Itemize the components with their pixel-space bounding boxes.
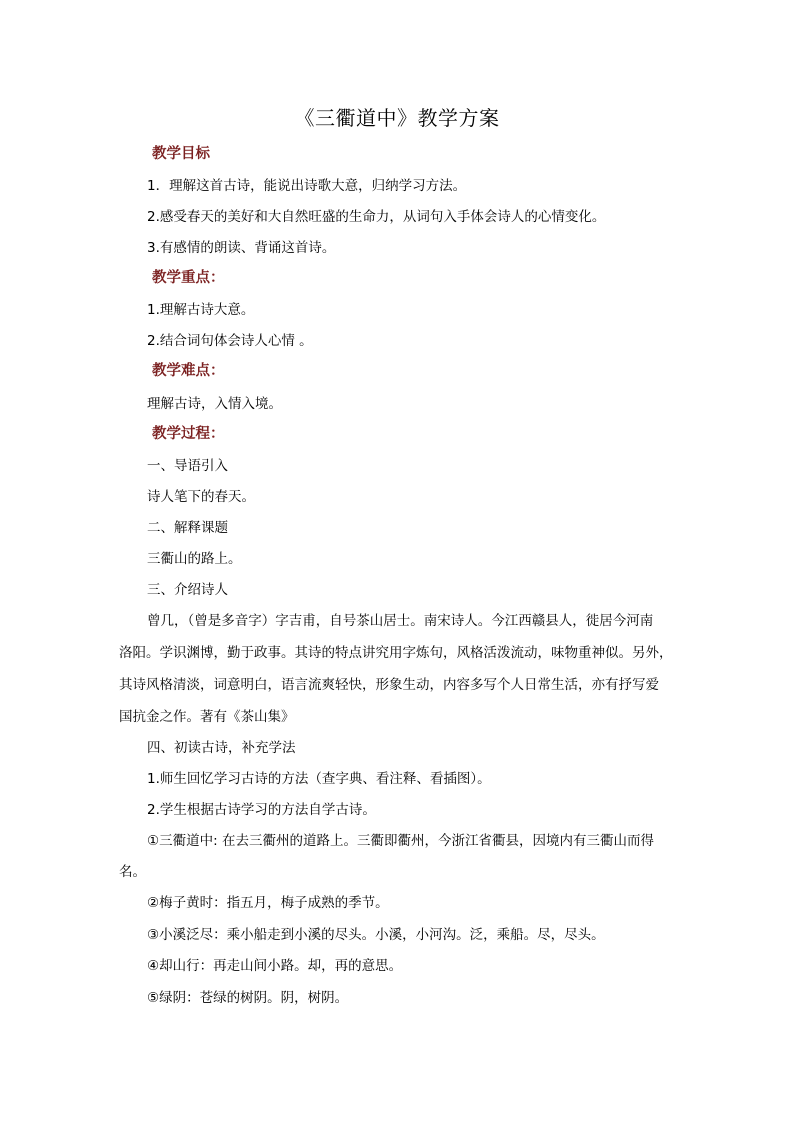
- section-2-title: 二、解释课题: [147, 520, 228, 536]
- section-4-title: 四、初读古诗，补充学法: [147, 740, 296, 756]
- poet-intro-line-4: 国抗金之作。著有《茶山集》: [119, 709, 295, 725]
- key-points-heading: 教学重点：: [152, 270, 225, 286]
- note-4: ④却山行：再走山间小路。却，再的意思。: [147, 958, 403, 974]
- goal-item-2: 2.感受春天的美好和大自然旺盛的生命力，从词句入手体会诗人的心情变化。: [147, 209, 606, 225]
- note-5: ⑤绿阴：苍绿的树阴。阴，树阴。: [147, 990, 349, 1006]
- section-3-title: 三、介绍诗人: [147, 582, 228, 598]
- section-4-item-1: 1.师生回忆学习古诗的方法（查字典、看注释、看插图）。: [147, 771, 491, 787]
- goal-item-3: 3.有感情的朗读、背诵这首诗。: [147, 240, 336, 256]
- section-1-title: 一、导语引入: [147, 458, 228, 474]
- goal-item-1: 1．理解这首古诗，能说出诗歌大意，归纳学习方法。: [147, 178, 467, 194]
- note-1-line-1: ①三衢道中: 在去三衢州的道路上。三衢即衢州，今浙江省衢县，因境内有三衢山而得: [147, 833, 654, 849]
- note-3: ③小溪泛尽：乘小船走到小溪的尽头。小溪，小河沟。泛，乘船。尽，尽头。: [147, 927, 605, 943]
- goals-heading: 教学目标: [152, 146, 210, 162]
- poet-intro-line-2: 洛阳。学识渊博，勤于政事。其诗的特点讲究用字炼句，风格活泼流动，味物重神似。另外，: [119, 645, 673, 661]
- note-2: ②梅子黄时：指五月，梅子成熟的季节。: [147, 895, 389, 911]
- difficulties-heading: 教学难点：: [152, 363, 225, 379]
- process-heading: 教学过程：: [152, 426, 225, 442]
- key-point-item-1: 1.理解古诗大意。: [147, 302, 255, 318]
- poet-intro-line-1: 曾几，（曾是多音字）字吉甫，自号茶山居士。南宋诗人。今江西赣县人，徙居今河南: [147, 613, 654, 629]
- section-1-text: 诗人笔下的春天。: [147, 489, 255, 505]
- section-2-text: 三衢山的路上。: [147, 551, 242, 567]
- difficulty-item-1: 理解古诗，入情入境。: [147, 396, 282, 412]
- document-title: 《三衢道中》教学方案: [294, 106, 500, 130]
- poet-intro-line-3: 其诗风格清淡，词意明白，语言流爽轻快，形象生动，内容多写个人日常生活，亦有抒写爱: [119, 677, 659, 693]
- key-point-item-2: 2.结合词句体会诗人心情 。: [147, 333, 313, 349]
- section-4-item-2: 2.学生根据古诗学习的方法自学古诗。: [147, 802, 376, 818]
- note-1-line-2: 名。: [119, 864, 146, 880]
